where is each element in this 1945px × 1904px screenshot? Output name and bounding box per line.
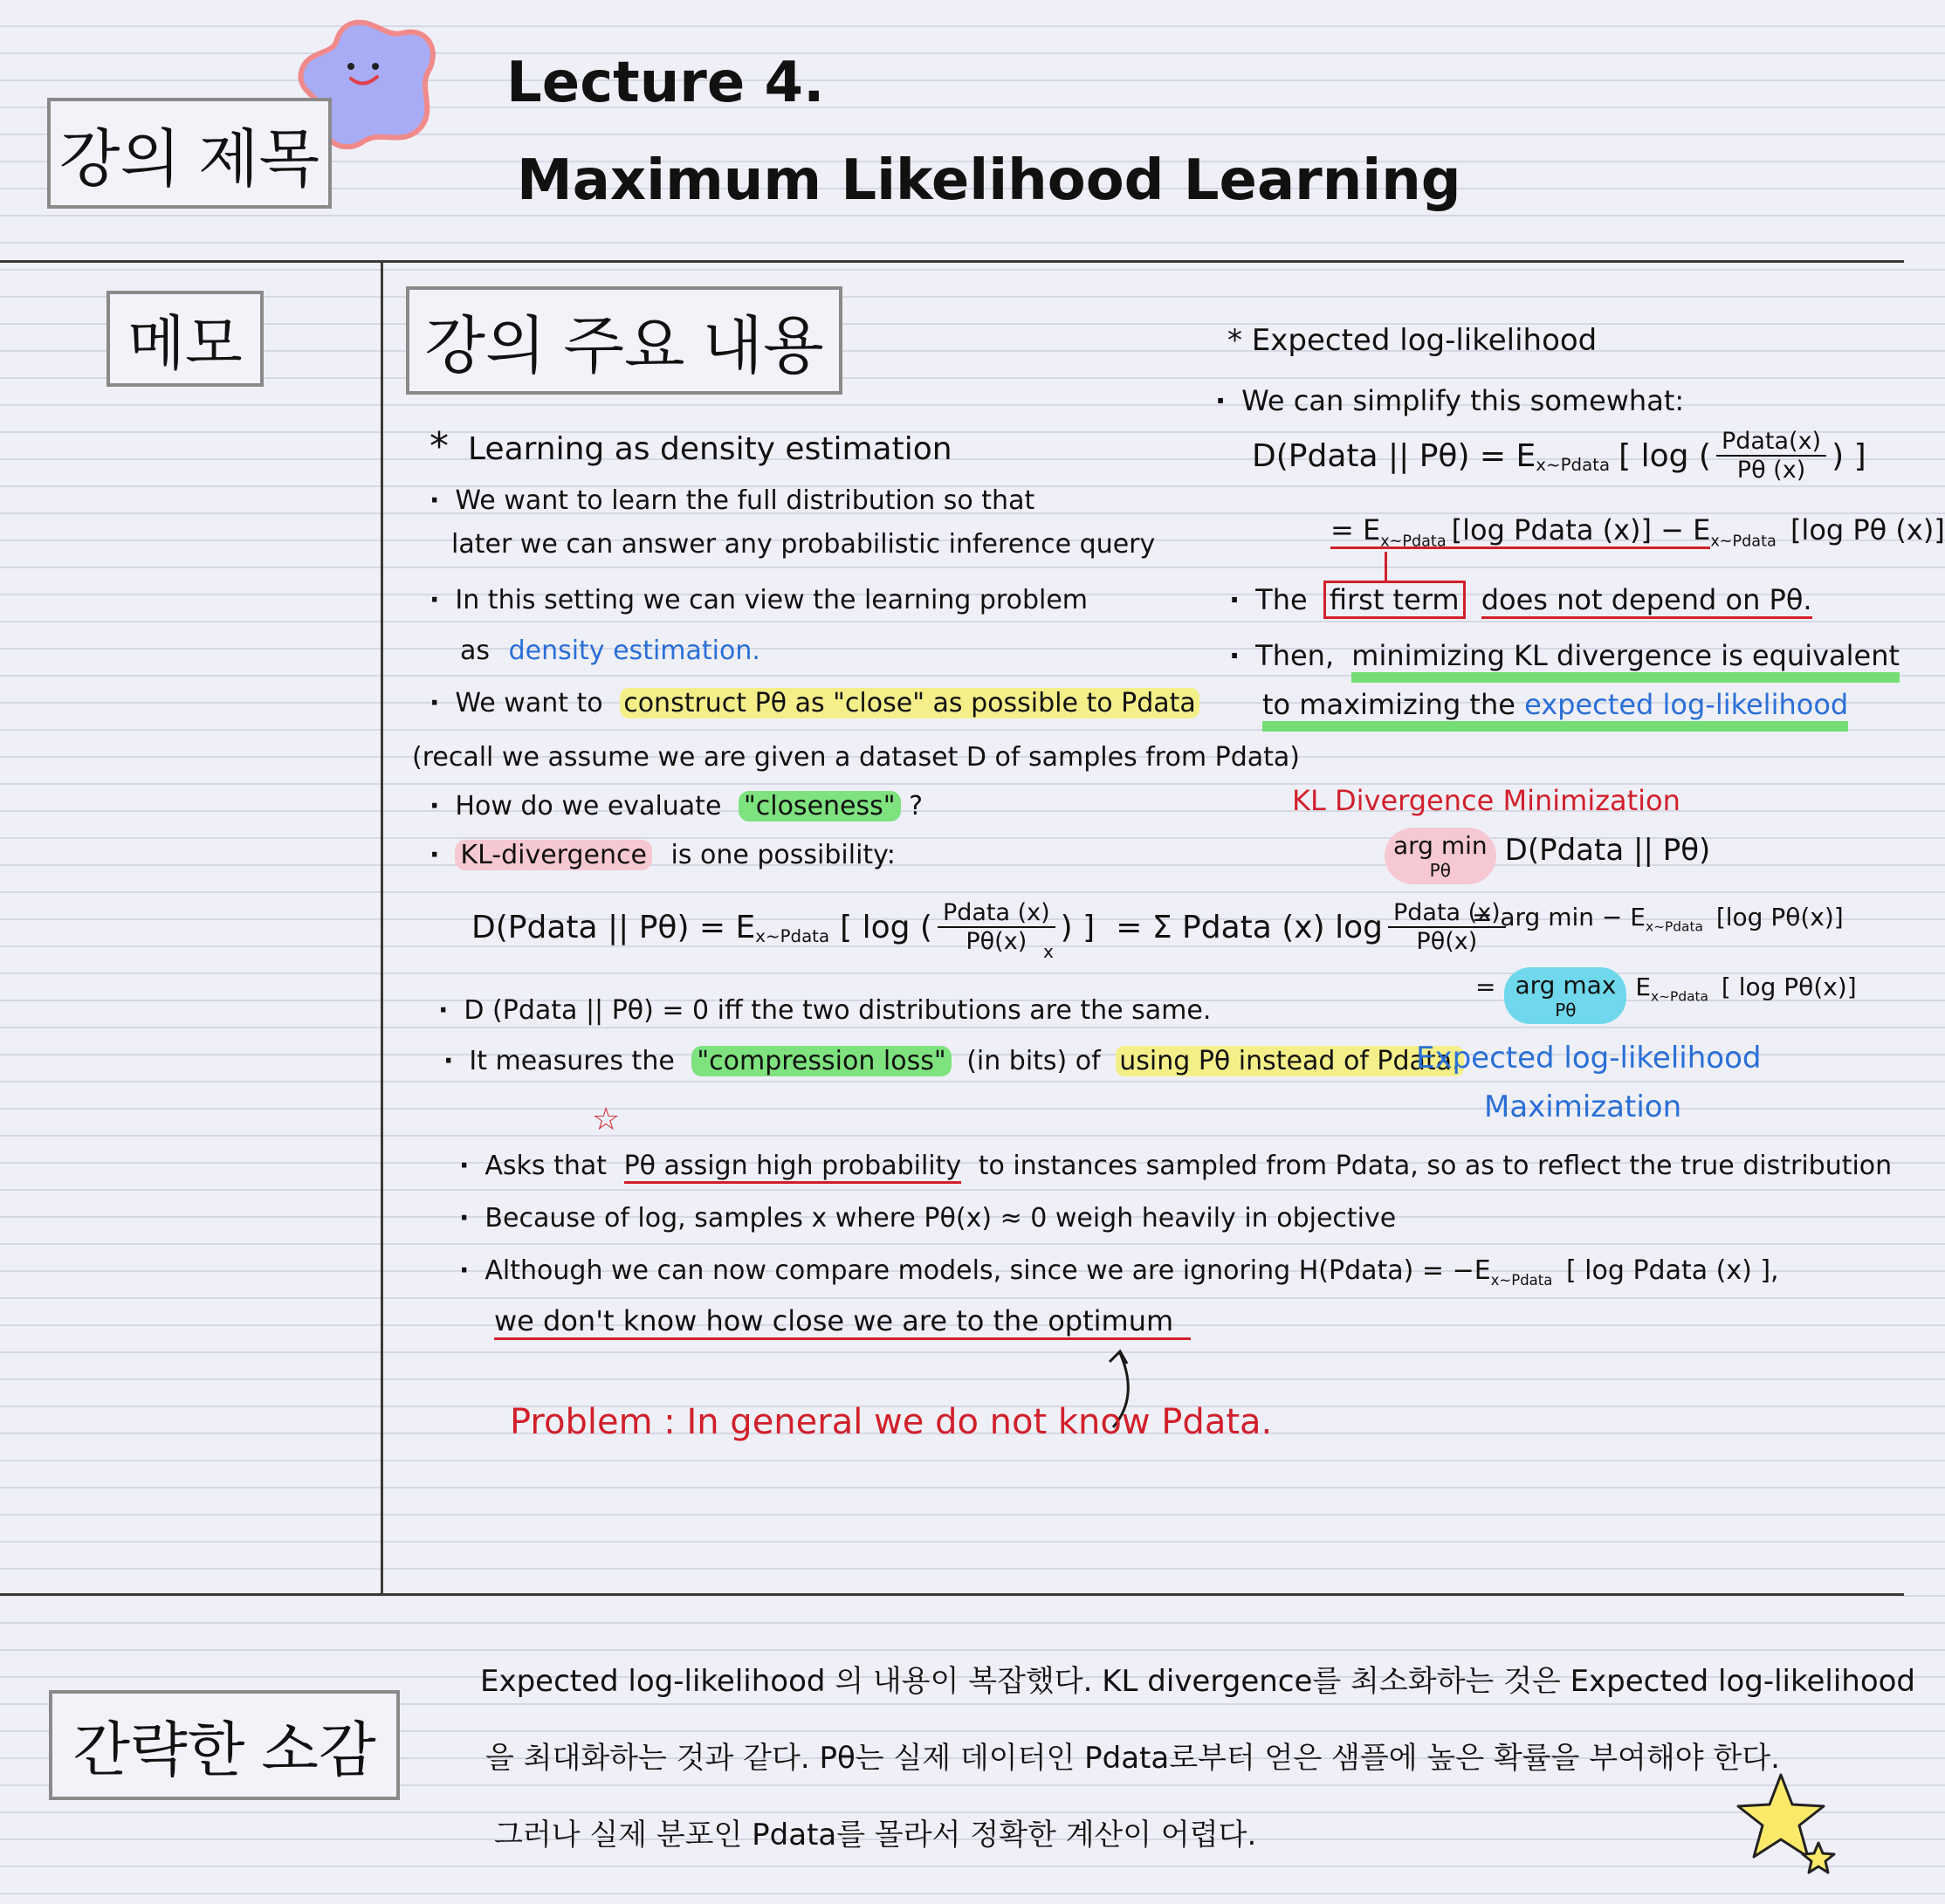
argmax-highlight: arg max Pθ <box>1504 967 1626 1024</box>
kl-formula-sum: = Σ Pdata (x) log <box>1116 909 1383 945</box>
summary-line-2: 을 최대화하는 것과 같다. Pθ는 실제 데이터인 Pdata로부터 얻은 샘플에 높은 확률을 부여해야 한다. <box>485 1741 1780 1776</box>
summary-line-1: Expected log-likelihood 의 내용이 복잡했다. KL divergence를 최소화하는 것은 Expected log-likelihood <box>480 1664 1916 1699</box>
expected-log-likelihood-term: expected log-likelihood <box>1524 688 1849 721</box>
right-bullet-3-pre: Then, <box>1255 639 1335 672</box>
bullet-5-post: is one possibility: <box>670 840 896 870</box>
bullet-c1-pre: Asks that <box>485 1151 608 1181</box>
right-bullet-4 <box>1262 688 1848 721</box>
bullet-c3: · Although we can now compare models, since we are ignoring H(Pdata) = $-E_{x\sim Pdata}$ [ log Pdata (x) ], <box>459 1255 1779 1289</box>
kl-formula-sub: x~Pdata <box>755 925 830 946</box>
kl-formula-lhs: D(Pdata || Pθ) = E <box>471 909 756 945</box>
right-bullet-2-post: does not depend on Pθ. <box>1481 583 1812 619</box>
right-eq-1-close: ) ] <box>1832 437 1866 474</box>
kl-sum-subscript: x <box>1043 941 1054 962</box>
equivalent-highlight: minimizing KL divergence is equivalent <box>1351 639 1900 683</box>
section-heading <box>430 424 952 469</box>
bullet-2-as: as <box>460 636 491 666</box>
bullet-2-line-1: · In this setting we can view the learning problem <box>430 585 1089 615</box>
kl-fraction-2: $\frac{\text{Pdata (x)}}{P\theta(x)}$ <box>1388 899 1506 955</box>
bullet-2-text: In this setting we can view the learning problem <box>455 585 1089 615</box>
bullet-c1: · Asks that Pθ assign high probability to instances sampled from Pdata, so as to reflect the true distribution <box>459 1151 1892 1181</box>
bullet-4-post: ? <box>909 791 924 821</box>
bullet-c2-text: Because of log, samples x where Pθ(x) ≈ 0 weigh heavily in objective <box>485 1203 1397 1234</box>
assign-probability-underline: Pθ assign high probability <box>624 1151 962 1184</box>
section-heading-text: Learning as density estimation <box>468 431 952 467</box>
right-eq-1 <box>1252 428 1866 484</box>
maximizing-highlight: to maximizing the expected log-likelihood <box>1262 688 1848 732</box>
problem-statement: Problem : In general we do not know Pdata. <box>510 1402 1273 1442</box>
argmin-highlight: arg min Pθ <box>1385 828 1496 884</box>
bullet-2-line-2 <box>460 636 760 666</box>
argmax-expectation: $E_{x\sim Pdata}$ [ log Pθ(x)] <box>1635 973 1857 1005</box>
kl-fraction-1: $\frac{\text{Pdata (x)}}{P\theta(x)}$ <box>938 899 1055 955</box>
kl-divergence-highlight: KL-divergence <box>455 840 652 870</box>
bullet-7: · It measures the "compression loss" (in bits) of using Pθ instead of Pdata. <box>443 1046 1464 1076</box>
bullet-c3-end: [ log Pdata (x) ], <box>1565 1255 1779 1286</box>
star-sticker-icon <box>1733 1768 1846 1881</box>
bullet-1-line-1: · We want to learn the full distribution so that <box>430 485 1035 516</box>
header-divider <box>0 260 1904 263</box>
bullet-c2: · Because of log, samples x where Pθ(x) ≈ 0 weigh heavily in objective <box>459 1203 1397 1234</box>
summary-divider <box>0 1593 1904 1596</box>
right-eq-1-fraction: $\frac{\text{Pdata(x)}}{P\theta (x)}$ <box>1716 428 1826 484</box>
bullet-6-text: D (Pdata || Pθ) = 0 iff the two distributions are the same. <box>464 995 1212 1026</box>
summary-label: 간략한 소감 <box>72 1716 376 1784</box>
bullet-1-line-2: later we can answer any probabilistic inference query <box>451 529 1156 560</box>
bullet-c3-sub: x~Pdata <box>1490 1272 1553 1289</box>
main-label-box <box>406 286 842 395</box>
argmin-line-2: = arg $\min - E_{x\sim Pdata}$ [log Pθ(x)] <box>1472 903 1844 935</box>
title-label: 강의 제목 <box>58 124 320 195</box>
summary-line-3: 그러나 실제 분포인 Pdata를 몰라서 정확한 계산이 어렵다. <box>494 1818 1257 1852</box>
argmin-expr: D(Pdata || Pθ) <box>1504 833 1711 868</box>
right-eq-2-end: [log Pθ (x)] <box>1790 513 1945 546</box>
bullet-6: · D (Pdata || Pθ) = 0 iff the two distributions are the same. <box>438 995 1212 1026</box>
bullet-c1-post: to instances sampled from Pdata, so as to reflect the true distribution <box>978 1151 1893 1181</box>
right-bullet-3: · Then, minimizing KL divergence is equivalent <box>1229 639 1900 672</box>
kl-formula-close: ) ] <box>1060 909 1096 945</box>
maximization-label: Maximization <box>1484 1089 1682 1124</box>
right-bullet-1-text: We can simplify this somewhat: <box>1241 384 1685 417</box>
bullet-5: · KL-divergence is one possibility: <box>430 840 896 870</box>
kl-formula-log: [ log ( <box>840 909 932 945</box>
argmax-line: = arg max Pθ $E_{x\sim Pdata}$ [ log Pθ(x)] <box>1475 967 1857 1024</box>
bullet-3: · We want to construct Pθ as "close" as possible to Pdata <box>430 688 1199 718</box>
bullet-4-pre: How do we evaluate <box>455 791 722 821</box>
lecture-number: Lecture 4. <box>506 51 825 115</box>
right-eq-2-sub: x~Pdata <box>1710 533 1777 551</box>
bullet-7-pre: It measures the <box>469 1046 675 1076</box>
first-term-box: first term <box>1323 581 1466 619</box>
right-eq-1-sub: x~Pdata <box>1536 454 1611 475</box>
column-divider <box>381 260 383 1594</box>
summary-label-box <box>49 1690 400 1800</box>
right-eq-2 <box>1330 513 1945 550</box>
bullet-4: · How do we evaluate "closeness" ? <box>430 791 924 821</box>
memo-label: 메모 <box>127 310 243 377</box>
bullet-7-mid: (in bits) of <box>966 1046 1101 1076</box>
kl-min-title: KL Divergence Minimization <box>1292 784 1680 817</box>
first-term-connector <box>1385 552 1387 581</box>
expected-ll-label: Expected log-likelihood <box>1416 1041 1762 1076</box>
right-bullet-2-pre: The <box>1255 583 1308 616</box>
right-bullet-2: · The first term does not depend on Pθ. <box>1229 583 1812 616</box>
title-label-box <box>47 98 332 209</box>
bullet-1-text: We want to learn the full distribution so that <box>455 485 1035 516</box>
memo-label-box <box>107 291 264 387</box>
asterisk-mark: * <box>430 424 449 469</box>
bullet-c3-text: Although we can now compare models, since we are ignoring H(Pdata) = −E <box>485 1255 1491 1286</box>
right-eq-1-lhs: D(Pdata || Pθ) = E <box>1252 437 1536 474</box>
lecture-title: Maximum Likelihood Learning <box>517 148 1461 213</box>
right-eq-1-log: [ log ( <box>1619 437 1711 474</box>
using-ptheta-highlight: using Pθ instead of Pdata. <box>1116 1046 1463 1076</box>
star-mark-icon: ☆ <box>592 1102 621 1138</box>
density-estimation-term: density estimation. <box>508 636 760 666</box>
bullet-3-pre: We want to <box>455 688 603 718</box>
optimum-underline-line: we don't know how close we are to the optimum <box>494 1304 1191 1340</box>
right-bullet-1: · We can simplify this somewhat: <box>1215 384 1685 417</box>
kl-formula <box>471 899 1511 955</box>
main-label: 강의 주요 내용 <box>424 312 824 381</box>
argmin-line <box>1385 828 1710 884</box>
bullet-3-highlight: construct Pθ as "close" as possible to Pdata <box>620 688 1199 718</box>
right-heading: * Expected log-likelihood <box>1227 323 1598 358</box>
recall-note: (recall we assume we are given a dataset D of samples from Pdata) <box>412 742 1300 773</box>
first-term-underline: = $E_{x\sim Pdata}$ [log Pdata (x)] − E <box>1330 513 1711 551</box>
compression-loss-highlight: "compression loss" <box>691 1046 951 1076</box>
closeness-highlight: "closeness" <box>739 791 901 821</box>
